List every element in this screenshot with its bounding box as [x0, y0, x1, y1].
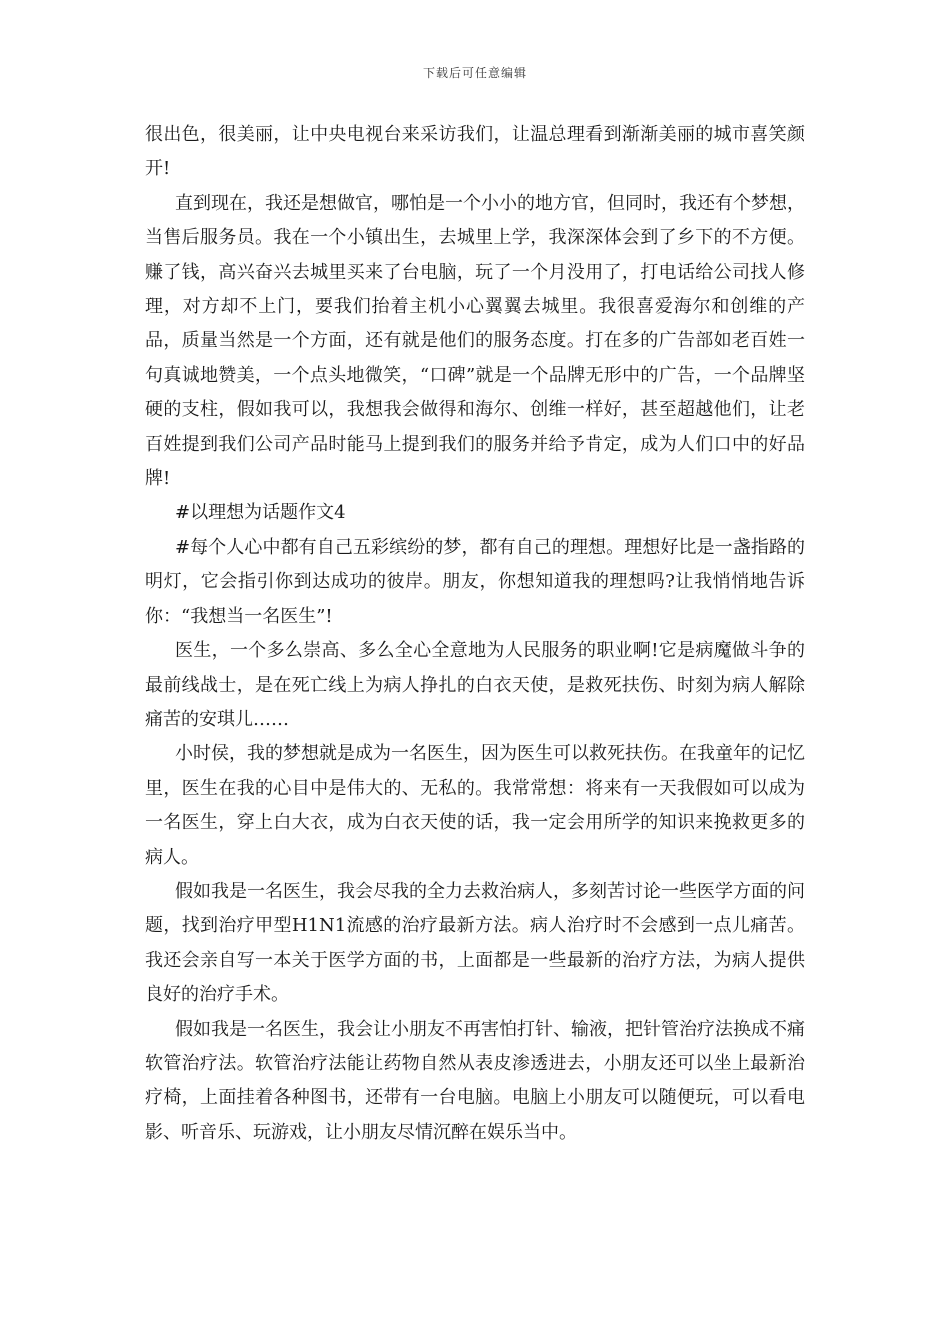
paragraph: 假如我是一名医生，我会让小朋友不再害怕打针、输液，把针管治疗法换成不痛软管治疗法。软管治疗法能让药物自然从表皮渗透进去，小朋友还可以坐上最新治疗椅，上面挂着各种图书，还带有一台电脑。电脑上小朋友可以随便玩，可以看电影、听音乐、玩游戏，让小朋友尽情沉醉在娱乐当中。 — [145, 1018, 805, 1143]
document-body — [145, 118, 805, 1150]
paragraph: 医生，一个多么崇高、多么全心全意地为人民服务的职业啊!它是病魔做斗争的最前线战士，是在死亡线上为病人挣扎的白衣天使，是救死扶伤、时刻为病人解除痛苦的安琪儿…… — [145, 640, 805, 730]
paragraph: 直到现在，我还是想做官，哪怕是一个小小的地方官，但同时，我还有个梦想，当售后服务员。我在一个小镇出生，去城里上学，我深深体会到了乡下的不方便。赚了钱，高兴奋兴去城里买来了台电脑，玩了一个月没用了，打电话给公司找人修理，对方却不上门，要我们抬着主机小心翼翼去城里。我很喜爱海尔和创维的产品，质量当然是一个方面，还有就是他们的服务态度。打在多的广告部如老百姓一句真诚地赞美，一个点头地微笑，“口碑”就是一个品牌无形中的广告，一个品牌坚硬的支柱，假如我可以，我想我会做得和海尔、创维一样好，甚至超越他们，让老百姓提到我们公司产品时能马上提到我们的服务并给予肯定，成为人们口中的好品牌! — [145, 192, 805, 490]
page-header: 下载后可任意编辑 — [422, 66, 527, 80]
section-heading: #以理想为话题作文4 — [175, 502, 346, 524]
paragraph: 很出色，很美丽，让中央电视台来采访我们，让温总理看到渐渐美丽的城市喜笑颜开! — [145, 124, 805, 180]
paragraph: 小时侯，我的梦想就是成为一名医生，因为医生可以救死扶伤。在我童年的记忆里，医生在我的心目中是伟大的、无私的。我常常想：将来有一天我假如可以成为一名医生，穿上白大衣，成为白衣天使的话，我一定会用所学的知识来挽救更多的病人。 — [145, 743, 805, 868]
paragraph: 假如我是一名医生，我会尽我的全力去救治病人，多刻苦讨论一些医学方面的问题，找到治疗甲型H1N1流感的治疗最新方法。病人治疗时不会感到一点儿痛苦。我还会亲自写一本关于医学方面的书，上面都是一些最新的治疗方法，为病人提供良好的治疗手术。 — [145, 880, 805, 1006]
paragraph: #每个人心中都有自己五彩缤纷的梦，都有自己的理想。理想好比是一盏指路的明灯，它会指引你到达成功的彼岸。朋友，你想知道我的理想吗?让我悄悄地告诉你：“我想当一名医生”! — [145, 536, 805, 627]
